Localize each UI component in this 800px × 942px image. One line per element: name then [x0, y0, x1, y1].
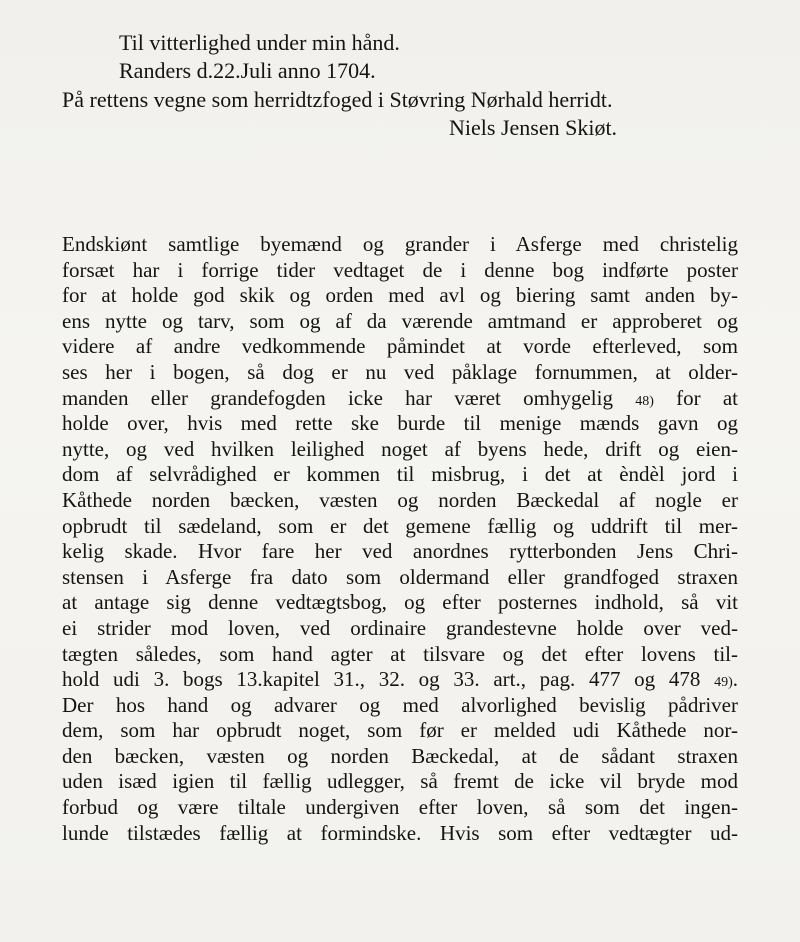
body-line — [62, 258, 738, 284]
body-line — [62, 488, 738, 514]
body-line-text: nytte, og ved hvilken leilighed noget af byens hede, drift og eien- — [62, 436, 738, 461]
signature-line-3: På rettens vegne som herridtzfoged i Støvring Nørhald herridt. — [62, 87, 613, 112]
signature-line-1: Til vitterlighed under min hånd. — [119, 30, 400, 55]
body-line — [62, 437, 738, 463]
body-line — [62, 283, 738, 309]
body-line — [62, 334, 738, 360]
body-line-text: lunde tilstædes fællig at formindske. Hvis som efter vedtægter ud- — [62, 820, 738, 845]
body-line-text: ses her i bogen, så dog er nu ved påklage fornummen, at older- — [62, 359, 738, 384]
body-line — [62, 616, 738, 642]
body-line — [62, 590, 738, 616]
body-line — [62, 539, 738, 565]
body-line-text: uden isæd igien til fællig udlegger, så fremt de icke vil bryde mod — [62, 769, 738, 794]
body-line — [62, 514, 738, 540]
body-line-text: holde over, hvis med rette ske burde til menige mænds gavn og — [62, 411, 738, 436]
body-line — [62, 795, 738, 821]
body-line — [62, 744, 738, 770]
body-line — [62, 565, 738, 591]
body-line — [62, 360, 738, 386]
body-paragraph — [62, 232, 738, 846]
body-line — [62, 309, 738, 335]
signature-name: Niels Jensen Skiøt. — [449, 115, 618, 140]
body-line-text: stensen i Asferge fra dato som oldermand eller grandfoged straxen — [62, 564, 738, 589]
body-line-text: opbrudt til sædeland, som er det gemene fællig og uddrift til mer- — [62, 513, 738, 538]
body-line-text: hold udi 3. bogs 13.kapitel 31., 32. og 33. art., pag. 477 og 478 — [62, 667, 701, 692]
body-line-text: dom af selvrådighed er kommen til misbrug, i det at èndèl jord i — [62, 462, 738, 487]
body-line-text: videre af andre vedkommende påmindet at vorde efterleved, som — [62, 334, 738, 359]
body-line — [62, 693, 738, 719]
body-line — [62, 718, 738, 744]
body-line-text: Kåthede norden bæcken, væsten og norden Bæckedal af nogle er — [62, 487, 738, 512]
footnote-ref: 48) — [635, 393, 654, 409]
body-line-tail: for at — [653, 385, 738, 410]
body-line-text: forsæt har i forrige tider vedtaget de i denne bog indførte poster — [62, 257, 738, 282]
body-line — [62, 821, 738, 847]
body-line-text: Endskiønt samtlige byemænd og grander i Asferge med christelig — [62, 232, 738, 256]
body-line-text: den bæcken, væsten og norden Bæckedal, at de sådant straxen — [62, 743, 738, 768]
body-line-text: kelig skade. Hvor fare her ved anordnes rytterbonden Jens Chri- — [62, 539, 738, 564]
body-line-text: dem, som har opbrudt noget, som før er melded udi Kåthede nor- — [62, 718, 738, 743]
body-line — [62, 642, 738, 668]
body-line-text: ei strider mod loven, ved ordinaire grandestevne holde over ved- — [62, 615, 738, 640]
body-line — [62, 462, 738, 488]
body-line-text: manden eller grandefogden icke har været omhygelig — [62, 385, 613, 410]
body-line-text: tægten således, som hand agter at tilsvare og det efter lovens til- — [62, 641, 738, 666]
body-line-text: at antage sig denne vedtægtsbog, og efter posternes indhold, så vit — [62, 590, 738, 615]
footnote-ref: 49) — [714, 675, 733, 691]
signature-line-2: Randers d.22.Juli anno 1704. — [119, 58, 376, 83]
body-line — [62, 667, 738, 693]
body-line-text: ens nytte og tarv, som og af da værende amtmand er approberet og — [62, 308, 738, 333]
body-line — [62, 386, 738, 412]
body-line — [62, 769, 738, 795]
body-line-text: forbud og være tiltale undergiven efter loven, så som det ingen- — [62, 795, 738, 820]
body-line — [62, 411, 738, 437]
body-line-text: Der hos hand og advarer og med alvorlighed bevislig pådriver — [62, 692, 738, 717]
body-line-text: for at holde god skik og orden med avl og biering samt anden by- — [62, 283, 738, 308]
body-line — [62, 232, 738, 258]
body-line-tail: . — [732, 667, 739, 692]
